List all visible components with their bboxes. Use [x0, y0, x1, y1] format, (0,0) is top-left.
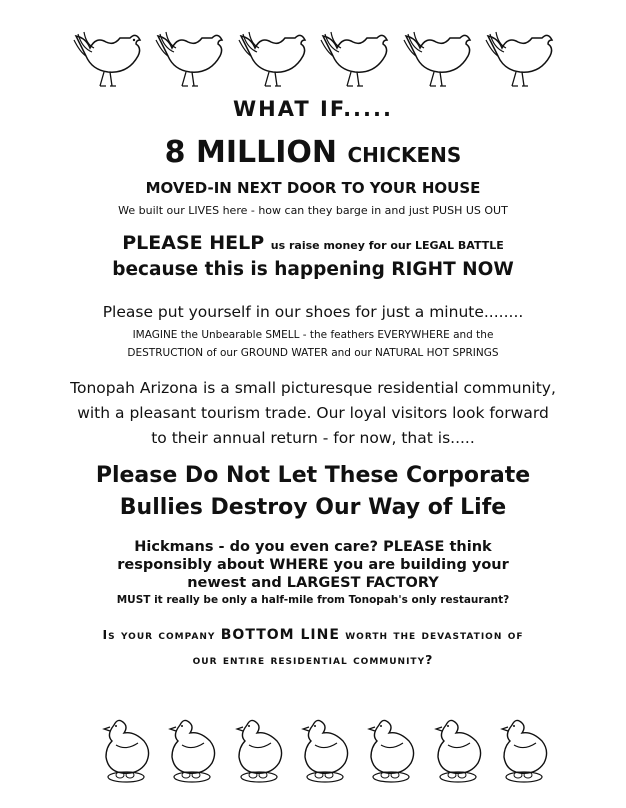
hen-icon [498, 715, 550, 787]
please-help-text: PLEASE HELP [122, 232, 265, 254]
bullies-headline-2: Bullies Destroy Our Way of Life [119, 495, 507, 520]
please-think-text: PLEASE think [383, 539, 492, 555]
hen-icon [365, 715, 417, 787]
raise-money-text: us raise money for our LEGAL BATTLE [270, 239, 504, 252]
rooster-icon [482, 30, 560, 92]
rooster-icon [317, 30, 395, 92]
rooster-icon [235, 30, 313, 92]
bottom-line-question-1 [0, 627, 626, 643]
bottom-line-question-2: our entire residential community? [192, 652, 434, 667]
smell-line: IMAGINE the Unbearable SMELL - the feathers EVERYWHERE and the [132, 329, 494, 341]
chickens-text: CHICKENS [347, 143, 462, 167]
moved-in-heading: MOVED-IN NEXT DOOR TO YOUR HOUSE [145, 179, 481, 197]
hickmans-line-3: newest and LARGEST FACTORY [187, 575, 439, 591]
eight-million-text: 8 MILLION [164, 135, 338, 170]
community-line-2: with a pleasant tourism trade. Our loyal visitors look forward [77, 404, 549, 422]
hickmans-care-text: Hickmans - do you even care? [134, 539, 379, 555]
hickmans-line-1 [0, 539, 626, 555]
right-now-line: because this is happening RIGHT NOW [112, 259, 514, 280]
built-lives-line: We built our LIVES here - how can they barge in and just PUSH US OUT [118, 204, 508, 217]
eight-million-heading [0, 135, 626, 170]
hen-border-bottom [100, 715, 550, 787]
hen-icon [432, 715, 484, 787]
question-prefix: Is your company [102, 627, 216, 642]
hen-icon [100, 715, 152, 787]
shoes-line: Please put yourself in our shoes for just a minute........ [102, 303, 524, 321]
hen-icon [233, 715, 285, 787]
destruction-line: DESTRUCTION of our GROUND WATER and our NATURAL HOT SPRINGS [127, 347, 499, 359]
question-suffix: worth the devastation of [345, 627, 524, 642]
bottom-line-text: BOTTOM LINE [220, 627, 340, 643]
community-line-1: Tonopah Arizona is a small picturesque residential community, [70, 379, 556, 397]
bullies-headline-1: Please Do Not Let These Corporate [95, 463, 531, 488]
hickmans-line-4: MUST it really be only a half-mile from Tonopah's only restaurant? [116, 594, 510, 606]
what-if-heading: WHAT IF..... [233, 97, 393, 121]
rooster-icon [400, 30, 478, 92]
please-help-line [0, 232, 626, 254]
rooster-icon [70, 30, 148, 92]
rooster-border-top [70, 30, 560, 92]
community-line-3: to their annual return - for now, that is..... [151, 429, 475, 447]
hickmans-line-2: responsibly about WHERE you are building your [117, 557, 509, 573]
rooster-icon [152, 30, 230, 92]
hen-icon [299, 715, 351, 787]
hen-icon [166, 715, 218, 787]
